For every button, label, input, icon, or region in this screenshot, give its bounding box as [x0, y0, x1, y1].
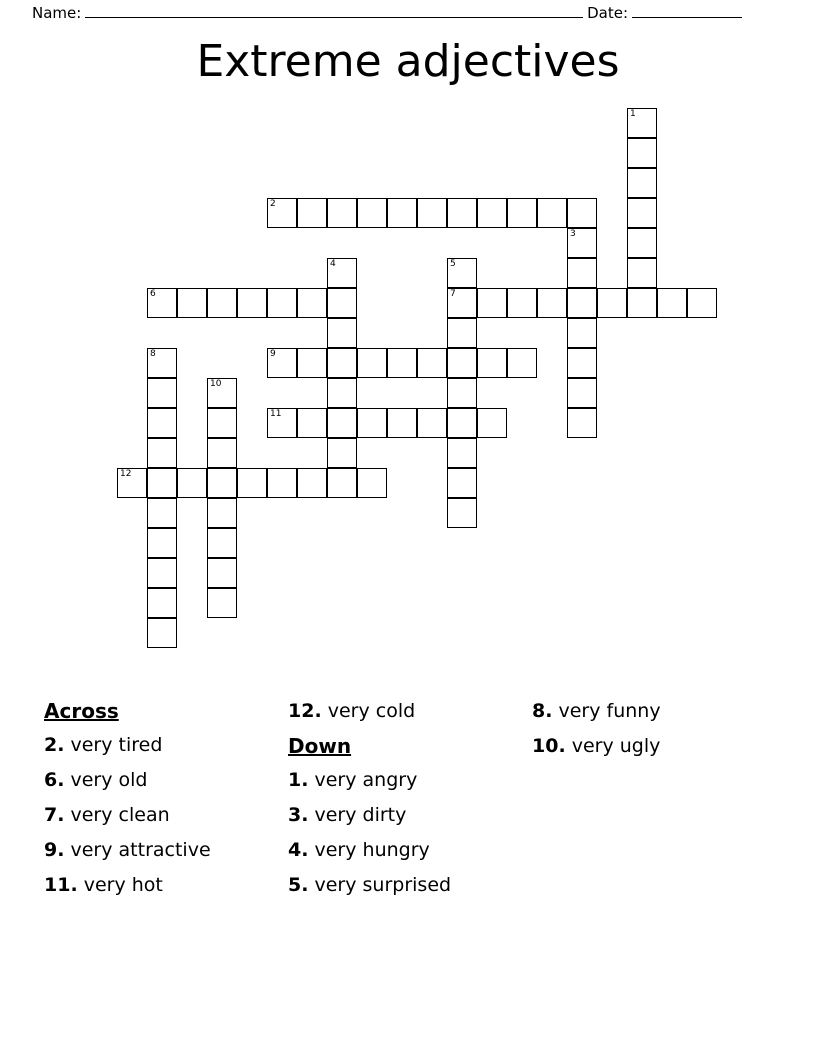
crossword-cell[interactable] — [567, 408, 597, 438]
page-title: Extreme adjectives — [196, 36, 620, 87]
crossword-cell[interactable] — [357, 348, 387, 378]
clue-text: very surprised — [314, 874, 452, 896]
crossword-cell[interactable] — [207, 558, 237, 588]
clue-number: 12. — [288, 700, 322, 722]
clue-across-12 — [288, 695, 518, 728]
crossword-cell[interactable] — [267, 468, 297, 498]
crossword-cell[interactable] — [327, 258, 357, 288]
clue-text: very hot — [83, 874, 163, 896]
crossword-cell[interactable] — [477, 288, 507, 318]
crossword-cell[interactable] — [297, 408, 327, 438]
crossword-cell[interactable] — [447, 498, 477, 528]
crossword-cell[interactable] — [147, 618, 177, 648]
clue-text: very dirty — [314, 804, 407, 826]
crossword-cell[interactable] — [147, 498, 177, 528]
crossword-cell[interactable] — [207, 438, 237, 468]
crossword-cell[interactable] — [327, 468, 357, 498]
student-info-header — [32, 0, 742, 26]
cell-number: 1 — [630, 109, 636, 119]
crossword-cell[interactable] — [147, 468, 177, 498]
clue-number: 4. — [288, 839, 309, 861]
across-heading: Across — [44, 699, 119, 723]
crossword-cell[interactable] — [387, 408, 417, 438]
crossword-cell[interactable] — [627, 198, 657, 228]
crossword-cell[interactable] — [147, 558, 177, 588]
clue-text: very old — [70, 769, 148, 791]
crossword-cell[interactable] — [357, 198, 387, 228]
crossword-cell[interactable] — [627, 138, 657, 168]
clue-number: 8. — [532, 700, 553, 722]
clue-number: 7. — [44, 804, 65, 826]
crossword-cell[interactable] — [447, 198, 477, 228]
clue-number: 5. — [288, 874, 309, 896]
crossword-cell[interactable] — [237, 468, 267, 498]
crossword-cell[interactable] — [507, 348, 537, 378]
crossword-cell[interactable] — [537, 198, 567, 228]
crossword-cell[interactable] — [297, 348, 327, 378]
crossword-cell[interactable] — [207, 408, 237, 438]
crossword-cell[interactable] — [267, 198, 297, 228]
crossword-cell[interactable] — [597, 288, 627, 318]
crossword-cell[interactable] — [177, 468, 207, 498]
crossword-cell[interactable] — [627, 108, 657, 138]
cell-number: 9 — [270, 349, 276, 359]
crossword-cell[interactable] — [327, 348, 357, 378]
clue-text: very funny — [558, 700, 661, 722]
cell-number: 12 — [120, 469, 132, 479]
clue-number: 11. — [44, 874, 78, 896]
crossword-cell[interactable] — [327, 438, 357, 468]
cell-number: 4 — [330, 259, 336, 269]
clue-number: 9. — [44, 839, 65, 861]
crossword-cell[interactable] — [207, 378, 237, 408]
cell-number: 10 — [210, 379, 222, 389]
clue-text: very clean — [70, 804, 170, 826]
crossword-cell[interactable] — [327, 408, 357, 438]
crossword-cell[interactable] — [627, 288, 657, 318]
crossword-cell[interactable] — [627, 228, 657, 258]
cell-number: 7 — [450, 289, 456, 299]
crossword-cell[interactable] — [327, 378, 357, 408]
crossword-cell[interactable] — [327, 198, 357, 228]
crossword-cell[interactable] — [537, 288, 567, 318]
clue-text: very hungry — [314, 839, 430, 861]
crossword-cell[interactable] — [477, 348, 507, 378]
crossword-cell[interactable] — [267, 348, 297, 378]
cell-number: 8 — [150, 349, 156, 359]
clue-across-6 — [44, 764, 274, 797]
crossword-cell[interactable] — [147, 528, 177, 558]
crossword-cell[interactable] — [447, 258, 477, 288]
clue-text: very tired — [70, 734, 163, 756]
crossword-grid — [0, 100, 816, 680]
crossword-cell[interactable] — [297, 468, 327, 498]
cell-number: 2 — [270, 199, 276, 209]
date-label: Date: — [587, 4, 628, 22]
crossword-cell[interactable] — [147, 288, 177, 318]
crossword-cell[interactable] — [387, 348, 417, 378]
clue-across-7 — [44, 799, 274, 832]
crossword-cell[interactable] — [297, 288, 327, 318]
clue-down-4 — [288, 834, 518, 867]
crossword-cell[interactable] — [387, 198, 417, 228]
crossword-cell[interactable] — [447, 318, 477, 348]
crossword-cell[interactable] — [477, 198, 507, 228]
clue-down-8 — [532, 695, 772, 728]
name-write-line — [85, 5, 583, 18]
clue-across-11 — [44, 869, 274, 902]
crossword-cell[interactable] — [147, 408, 177, 438]
clue-text: very ugly — [571, 735, 661, 757]
crossword-cell[interactable] — [567, 228, 597, 258]
crossword-cell[interactable] — [327, 318, 357, 348]
crossword-cell[interactable] — [567, 348, 597, 378]
crossword-cell[interactable] — [147, 588, 177, 618]
clue-down-3 — [288, 799, 518, 832]
name-label: Name: — [32, 4, 82, 22]
crossword-cell[interactable] — [567, 198, 597, 228]
crossword-cell[interactable] — [447, 288, 477, 318]
crossword-cell[interactable] — [567, 318, 597, 348]
crossword-cell[interactable] — [207, 588, 237, 618]
clues-column-3 — [532, 695, 772, 765]
crossword-cell[interactable] — [117, 468, 147, 498]
crossword-cell[interactable] — [627, 168, 657, 198]
clue-number: 10. — [532, 735, 566, 757]
crossword-cell[interactable] — [567, 378, 597, 408]
crossword-cell[interactable] — [207, 468, 237, 498]
crossword-cell[interactable] — [237, 288, 267, 318]
crossword-cell[interactable] — [357, 408, 387, 438]
crossword-cell[interactable] — [147, 378, 177, 408]
clue-across-2 — [44, 729, 274, 762]
crossword-cell[interactable] — [147, 348, 177, 378]
clue-number: 2. — [44, 734, 65, 756]
cell-number: 6 — [150, 289, 156, 299]
crossword-cell[interactable] — [447, 408, 477, 438]
crossword-cell[interactable] — [567, 288, 597, 318]
clues-column-1 — [44, 695, 274, 904]
crossword-cell[interactable] — [267, 408, 297, 438]
clue-down-10 — [532, 730, 772, 763]
clue-text: very cold — [327, 700, 416, 722]
crossword-cell[interactable] — [447, 348, 477, 378]
clues-column-2 — [288, 695, 518, 904]
clues-section — [44, 695, 774, 965]
clue-number: 3. — [288, 804, 309, 826]
cell-number: 5 — [450, 259, 456, 269]
cell-number: 3 — [570, 229, 576, 239]
crossword-cell[interactable] — [147, 438, 177, 468]
clue-down-5 — [288, 869, 518, 902]
crossword-cell[interactable] — [417, 348, 447, 378]
clue-across-9 — [44, 834, 274, 867]
crossword-cell[interactable] — [507, 198, 537, 228]
crossword-cell[interactable] — [327, 288, 357, 318]
crossword-cell[interactable] — [567, 258, 597, 288]
crossword-cell[interactable] — [687, 288, 717, 318]
crossword-cell[interactable] — [207, 288, 237, 318]
crossword-cell[interactable] — [297, 198, 327, 228]
clue-number: 6. — [44, 769, 65, 791]
crossword-cell[interactable] — [177, 288, 207, 318]
crossword-cell[interactable] — [267, 288, 297, 318]
crossword-cell[interactable] — [657, 288, 687, 318]
crossword-cell[interactable] — [417, 408, 447, 438]
crossword-cell[interactable] — [207, 528, 237, 558]
clue-number: 1. — [288, 769, 309, 791]
crossword-cell[interactable] — [207, 498, 237, 528]
clue-text: very attractive — [70, 839, 211, 861]
crossword-cell[interactable] — [477, 408, 507, 438]
crossword-cell[interactable] — [357, 468, 387, 498]
clue-down-1 — [288, 764, 518, 797]
date-write-line — [632, 5, 742, 18]
crossword-cell[interactable] — [417, 198, 447, 228]
crossword-cell[interactable] — [507, 288, 537, 318]
crossword-cell[interactable] — [627, 258, 657, 288]
crossword-cell[interactable] — [447, 438, 477, 468]
clue-text: very angry — [314, 769, 418, 791]
down-heading: Down — [288, 734, 352, 758]
crossword-cell[interactable] — [447, 378, 477, 408]
cell-number: 11 — [270, 409, 282, 419]
crossword-cell[interactable] — [447, 468, 477, 498]
